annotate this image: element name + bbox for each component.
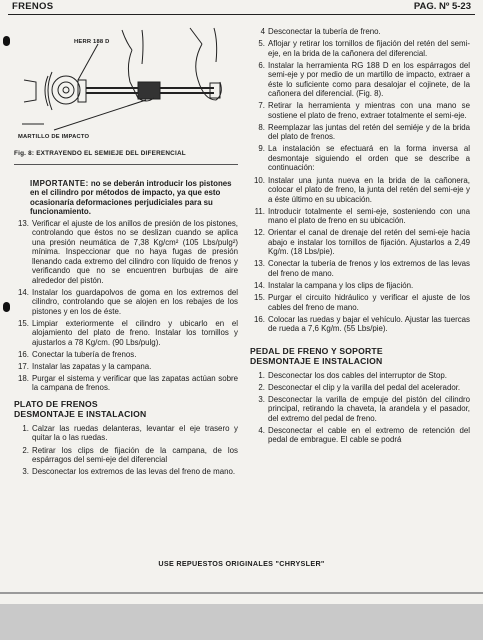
list-item: 16. Colocar las ruedas y bajar el vehículo. Ajustar las tuercas de rueda a 7,6 Kg/m. (55 Lbs/pie). [254, 314, 470, 334]
page-header [0, 0, 483, 16]
important-lead: IMPORTANTE: [30, 178, 89, 188]
tool-label: HERR 188 D [74, 39, 110, 45]
pedal-heading: PEDAL DE FRENO Y SOPORTE DESMONTAJE E INSTALACION [250, 345, 383, 366]
list-item: 6. Instalar la herramienta RG 188 D en los espárragos del semi-eje y por medio de un martillo de impacto, extraer a éste lo suficiente como para desalojar el cojinete, de la cañonera del diferencial. (Fig. 8). [258, 60, 470, 99]
important-note [14, 179, 238, 217]
list-item: 18. Purgar el sistema y verificar que las zapatas actúan sobre la campana de frenos. [18, 373, 238, 393]
list-item: 5. Aflojar y retirar los tornillos de fijación del retén del semi-eje, en la brida de la cañonera del diferencial. [258, 39, 470, 58]
list-item: 15. Limpiar exteriormente el cilindro y ubicarlo en el alojamiento del plato de freno. Instalar los tornillos y ajustarlos a 78 Kg/cm. (90 Lbs/pulg). [18, 318, 238, 347]
list-item: 14. Instalar la campana y los clips de fijación. [254, 280, 414, 290]
axle-extraction-illustration [14, 20, 238, 140]
left-column [14, 20, 238, 479]
axle-steps-list [250, 27, 470, 334]
header-rule [8, 14, 475, 15]
list-item: 10. Instalar una junta nueva en la brida de la cañonera, colocar el plato de freno, la junta del retén del semi-eje y a éste último en su ubicación. [254, 175, 470, 204]
list-item: 11. Introducir totalmente el semi-eje, sosteniendo con una mano el plato de freno en su ubicación. [254, 206, 470, 226]
list-item: 3. Desconectar los extremos de las levas del freno de mano. [22, 467, 236, 477]
punch-hole-icon [3, 302, 10, 312]
list-item: 3. Desconectar la varilla de empuje del pistón del cilindro principal, retirando la chaveta, la arandela y el pasador, del extremo del pedal de freno. [258, 394, 470, 423]
list-item: 4 Desconectar la tubería de freno. [260, 27, 381, 36]
list-item: 8. Reemplazar las juntas del retén del semiéje y de la brida del plato de frenos. [258, 122, 470, 142]
list-item: 17. Instalar las zapatas y la campana. [18, 361, 152, 371]
pedal-steps-list [250, 371, 470, 445]
hammer-label: MARTILLO DE IMPACTO [18, 134, 90, 140]
plato-heading: PLATO DE FRENOS DESMONTAJE E INSTALACION [14, 398, 147, 419]
punch-hole-icon [3, 36, 10, 46]
list-item: 7. Retirar la herramienta y mientras con una mano se sostiene el plato de freno, extraer totalmente el semi-eje. [258, 101, 470, 120]
scan-margin [0, 604, 483, 640]
page-footer: USE REPUESTOS ORIGINALES "CHRYSLER" [158, 559, 325, 568]
caption-rule [14, 164, 238, 165]
page-number: PAG. Nº 5-23 [413, 1, 471, 12]
section-title: FRENOS [12, 1, 54, 12]
list-item: 16. Conectar la tubería de frenos. [18, 349, 137, 359]
scan-edge [0, 592, 483, 594]
list-item: 13. Verificar el ajuste de los anillos de presión de los pistones, controlando que éstos no se deslizan cuando se aplica una presión neumática de 7,38 Kg/cm² (105 Lbs/pulg²) mínima. Inspeccionar que no haya fugas de presión llenando cada extremo del cilindro con líquido de frenos y verificando que no se encuentren burbujas de aire alrededor del pistón. [18, 218, 238, 285]
right-column [250, 27, 470, 448]
list-item: 9. La instalación se efectuará en la forma inversa al desmontaje siguiendo el orden que se describe a continuación: [258, 144, 470, 173]
important-text: no se deberán introducir los pistones en el cilindro por métodos de impacto, ya que esto ocasionaría deformaciones perjudiciales para su funcionamiento. [30, 178, 232, 216]
cylinder-steps-list [14, 219, 238, 393]
list-item: 14. Instalar los guardapolvos de goma en los extremos del cilindro, controlando que se alojen en los rebajes de los pistones y en los de éste. [18, 287, 238, 316]
list-item: 1. Calzar las ruedas delanteras, levantar el eje trasero y quitar la o las ruedas. [22, 423, 238, 443]
list-item: 13. Conectar la tubería de frenos y los extremos de las levas del freno de mano. [254, 259, 470, 278]
plato-steps-list [14, 424, 238, 477]
list-item: 15. Purgar el circuito hidráulico y verificar el ajuste de los cables del freno de mano. [254, 293, 470, 312]
figure-axle-extraction [14, 20, 238, 140]
list-item: 12. Orientar el canal de drenaje del retén del semi-eje hacia abajo e instalar los tornillos de fijación. Ajustarlos a 2,49 Kg/m. (18 Lbs/pie). [254, 228, 470, 257]
figure-caption: Fig. 8: EXTRAYENDO EL SEMIEJE DEL DIFERENCIAL [14, 150, 186, 157]
list-item: 2. Desconectar el clip y la varilla del pedal del acelerador. [258, 382, 461, 392]
list-item: 4. Desconectar el cable en el extremo de retención del pedal de embrague. El cable se podrá [258, 425, 470, 445]
list-item: 1. Desconectar los dos cables del interruptor de Stop. [258, 370, 447, 380]
list-item: 2. Retirar los clips de fijación de la campana, de los espárragos del semi-eje del diferencial [22, 445, 238, 465]
